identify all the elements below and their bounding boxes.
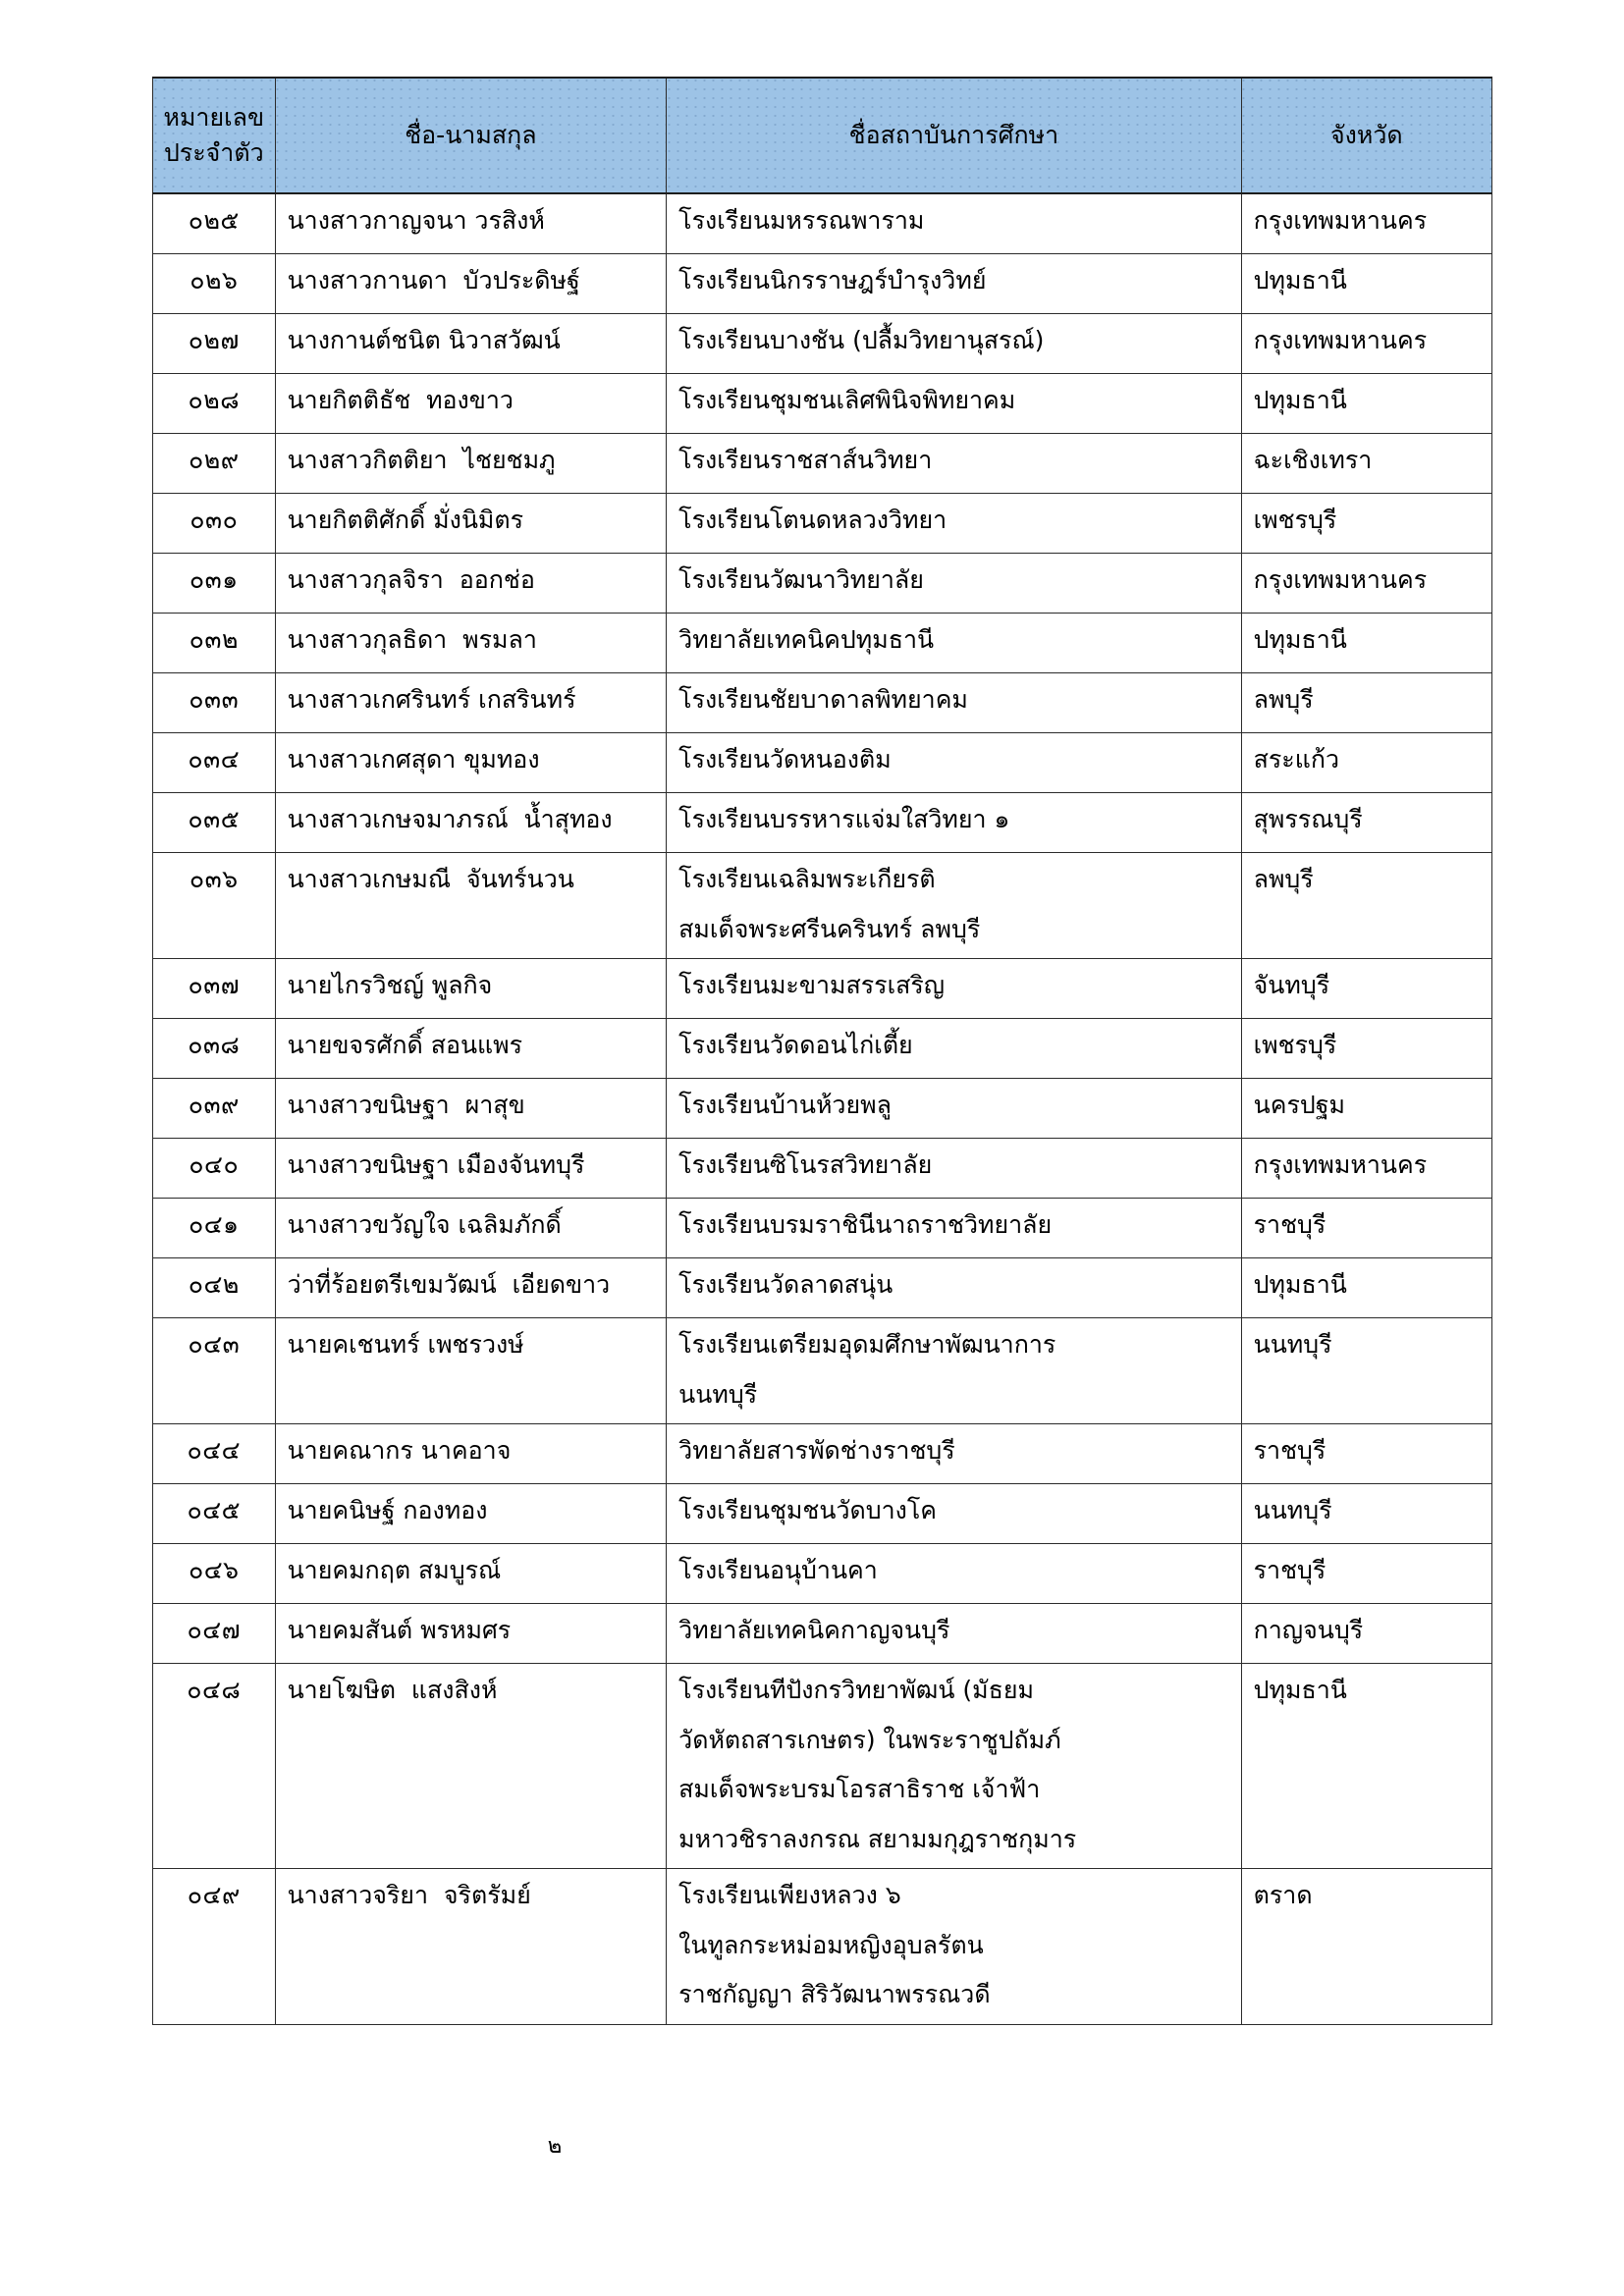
cell-id-line: ๐๓๗ — [188, 971, 241, 999]
cell-institution-line: โรงเรียนเพียงหลวง ๖ — [678, 1881, 901, 1909]
cell-id-line: ๐๔๗ — [187, 1616, 242, 1644]
cell-name — [275, 434, 667, 494]
table-row — [153, 554, 1492, 614]
cell-institution-line: โรงเรียนเฉลิมพระเกียรติ — [678, 865, 936, 893]
cell-name — [275, 1199, 667, 1258]
table-row — [153, 1869, 1492, 2025]
cell-institution-line: โรงเรียนทีปังกรวิทยาพัฒน์ (มัธยม — [678, 1676, 1034, 1704]
cell-institution — [667, 1318, 1241, 1424]
cell-institution — [667, 1079, 1241, 1139]
cell-province-line: เพชรบุรี — [1253, 1031, 1337, 1059]
cell-id-line: ๐๓๘ — [188, 1031, 241, 1059]
cell-name-line: นางสาวจริยา จริตรัมย์ — [287, 1881, 531, 1909]
cell-province-line: กรุงเทพมหานคร — [1253, 565, 1428, 594]
cell-name-line: นายคมสันต์ พรหมศร — [287, 1616, 512, 1644]
cell-province — [1241, 193, 1491, 254]
cell-province-line: ลพบุรี — [1253, 865, 1314, 893]
cell-id-line: ๐๓๕ — [188, 805, 241, 833]
cell-id — [153, 959, 276, 1019]
cell-province-line: กรุงเทพมหานคร — [1253, 1150, 1428, 1179]
cell-province-line: จันทบุรี — [1253, 971, 1330, 999]
cell-name-line: นางสาวกุลธิดา พรมลา — [287, 625, 537, 654]
cell-institution — [667, 1664, 1241, 1869]
cell-institution — [667, 1139, 1241, 1199]
cell-province — [1241, 1664, 1491, 1869]
cell-institution — [667, 1424, 1241, 1484]
header-row — [153, 78, 1492, 193]
cell-name-line: นางสาวขนิษฐา ผาสุข — [287, 1091, 525, 1119]
cell-institution-line: โรงเรียนบรมราชินีนาถราชวิทยาลัย — [678, 1210, 1053, 1239]
table-row — [153, 374, 1492, 434]
cell-institution — [667, 374, 1241, 434]
cell-name — [275, 1019, 667, 1079]
cell-id — [153, 733, 276, 793]
table-header — [153, 78, 1492, 193]
cell-institution — [667, 793, 1241, 853]
column-header-id-line1: หมายเลข — [163, 102, 265, 132]
cell-name — [275, 254, 667, 314]
cell-institution-line: โรงเรียนอนุบ้านคา — [678, 1556, 878, 1584]
table-row — [153, 254, 1492, 314]
cell-name-line: นายโฆษิต แสงสิงห์ — [287, 1676, 498, 1704]
cell-name — [275, 959, 667, 1019]
cell-id — [153, 1318, 276, 1424]
table-row — [153, 793, 1492, 853]
cell-province — [1241, 1139, 1491, 1199]
cell-id — [153, 1079, 276, 1139]
table-row — [153, 193, 1492, 254]
cell-province — [1241, 673, 1491, 733]
cell-id-line: ๐๔๒ — [188, 1270, 240, 1299]
cell-name-line: นางสาวกานดา บัวประดิษฐ์ — [287, 266, 580, 294]
cell-name-line: นางสาวเกษจมาภรณ์ น้ำสุทอง — [287, 805, 613, 833]
cell-name — [275, 1544, 667, 1604]
cell-institution-line: มหาวชิราลงกรณ สยามมกุฎราชกุมาร — [678, 1824, 1077, 1853]
cell-name-line: นางสาวเกษมณี จันทร์นวน — [287, 865, 574, 893]
cell-institution-line: สมเด็จพระศรีนครินทร์ ลพบุรี — [678, 914, 981, 943]
cell-name-line: นายคมกฤต สมบูรณ์ — [287, 1556, 502, 1584]
cell-province-line: เพชรบุรี — [1253, 506, 1337, 534]
cell-institution — [667, 1484, 1241, 1544]
cell-institution-line: โรงเรียนเตรียมอุดมศึกษาพัฒนาการ — [678, 1330, 1056, 1359]
cell-institution-line: วัดหัตถสารเกษตร) ในพระราชูปถัมภ์ — [678, 1725, 1061, 1754]
cell-name — [275, 1869, 667, 2025]
table-row — [153, 1604, 1492, 1664]
cell-id-line: ๐๒๙ — [189, 446, 240, 474]
cell-province-line: กรุงเทพมหานคร — [1253, 326, 1428, 354]
cell-province — [1241, 374, 1491, 434]
cell-institution-line: สมเด็จพระบรมโอรสาธิราช เจ้าฟ้า — [678, 1775, 1041, 1803]
cell-province-line: ปทุมธานี — [1253, 386, 1347, 414]
cell-id-line: ๐๔๕ — [187, 1496, 242, 1524]
roster-table — [152, 77, 1492, 2025]
table-row — [153, 733, 1492, 793]
cell-id-line: ๐๓๐ — [189, 506, 239, 534]
cell-id-line: ๐๓๓ — [189, 685, 240, 714]
cell-province-line: ตราด — [1253, 1881, 1313, 1909]
cell-province — [1241, 733, 1491, 793]
cell-institution — [667, 193, 1241, 254]
table-row — [153, 673, 1492, 733]
cell-name-line: นายไกรวิชญ์ พูลกิจ — [287, 971, 493, 999]
cell-id-line: ๐๓๖ — [189, 865, 239, 893]
cell-institution-line: โรงเรียนราชสาส์นวิทยา — [678, 446, 933, 474]
cell-province — [1241, 614, 1491, 673]
table-row — [153, 1139, 1492, 1199]
cell-id — [153, 1604, 276, 1664]
cell-institution-line: โรงเรียนชุมชนวัดบางโค — [678, 1496, 937, 1524]
cell-id-line: ๐๔๓ — [188, 1330, 241, 1359]
cell-province-line: ปทุมธานี — [1253, 1270, 1347, 1299]
cell-name — [275, 1258, 667, 1318]
cell-institution-line: โรงเรียนมะขามสรรเสริญ — [678, 971, 946, 999]
cell-name — [275, 554, 667, 614]
cell-name-line: นายคเชนทร์ เพชรวงษ์ — [287, 1330, 524, 1359]
cell-province — [1241, 1258, 1491, 1318]
column-header-institution: ชื่อสถาบันการศึกษา — [667, 78, 1241, 193]
cell-institution — [667, 614, 1241, 673]
cell-province-line: ราชบุรี — [1253, 1556, 1326, 1584]
cell-name — [275, 1318, 667, 1424]
cell-province — [1241, 554, 1491, 614]
cell-institution — [667, 673, 1241, 733]
cell-institution-line: โรงเรียนโตนดหลวงวิทยา — [678, 506, 947, 534]
cell-province-line: ราชบุรี — [1253, 1436, 1326, 1465]
cell-name-line: นายกิตติศักดิ์ มั่งนิมิตร — [287, 506, 524, 534]
table-row — [153, 1199, 1492, 1258]
cell-name — [275, 733, 667, 793]
table-row — [153, 959, 1492, 1019]
cell-institution — [667, 434, 1241, 494]
cell-id — [153, 1484, 276, 1544]
cell-province — [1241, 1604, 1491, 1664]
cell-institution — [667, 1604, 1241, 1664]
table-body — [153, 193, 1492, 2024]
cell-id-line: ๐๔๑ — [189, 1210, 240, 1239]
cell-province-line: กาญจนบุรี — [1253, 1616, 1364, 1644]
cell-institution — [667, 853, 1241, 959]
cell-province — [1241, 1079, 1491, 1139]
cell-id — [153, 193, 276, 254]
cell-institution — [667, 959, 1241, 1019]
cell-institution-line: นนทบุรี — [678, 1379, 758, 1409]
cell-name-line: นายกิตติธัช ทองขาว — [287, 386, 514, 414]
table-row — [153, 614, 1492, 673]
table-row — [153, 1484, 1492, 1544]
cell-id-line: ๐๔๖ — [189, 1556, 240, 1584]
cell-name-line: นายขจรศักดิ์ สอนแพร — [287, 1031, 523, 1059]
cell-id — [153, 554, 276, 614]
cell-name — [275, 1604, 667, 1664]
cell-name — [275, 614, 667, 673]
cell-name-line: นายคณากร นาคอาจ — [287, 1436, 512, 1465]
cell-id — [153, 1258, 276, 1318]
cell-province — [1241, 314, 1491, 374]
cell-name — [275, 1079, 667, 1139]
cell-institution-line: โรงเรียนวัดหนองติม — [678, 745, 892, 774]
cell-province — [1241, 793, 1491, 853]
cell-name — [275, 673, 667, 733]
cell-institution-line: โรงเรียนชุมชนเลิศพินิจพิทยาคม — [678, 386, 1016, 414]
cell-province-line: ลพบุรี — [1253, 685, 1314, 714]
cell-province — [1241, 1424, 1491, 1484]
cell-province-line: สุพรรณบุรี — [1253, 805, 1363, 833]
cell-id — [153, 1869, 276, 2025]
cell-name-line: นางสาวกุลจิรา ออกช่อ — [287, 565, 535, 594]
cell-institution — [667, 1544, 1241, 1604]
cell-name — [275, 1139, 667, 1199]
cell-institution-line: โรงเรียนบรรหารแจ่มใสวิทยา ๑ — [678, 805, 1010, 833]
cell-institution — [667, 1258, 1241, 1318]
cell-id — [153, 314, 276, 374]
cell-id — [153, 1424, 276, 1484]
cell-institution-line: โรงเรียนนิกรราษฎร์บำรุงวิทย์ — [678, 266, 987, 294]
cell-id-line: ๐๒๗ — [188, 326, 240, 354]
cell-province — [1241, 1019, 1491, 1079]
cell-institution — [667, 494, 1241, 554]
column-header-id — [153, 78, 276, 193]
cell-name-line: นางสาวขวัญใจ เฉลิมภักดิ์ — [287, 1210, 562, 1239]
table-row — [153, 1544, 1492, 1604]
cell-institution-line: โรงเรียนมหรรณพาราม — [678, 206, 925, 235]
column-header-name: ชื่อ-นามสกุล — [275, 78, 667, 193]
table-row — [153, 434, 1492, 494]
cell-id — [153, 374, 276, 434]
cell-institution-line: โรงเรียนวัดดอนไก่เตี้ย — [678, 1031, 913, 1059]
cell-id — [153, 614, 276, 673]
cell-id — [153, 673, 276, 733]
cell-institution — [667, 1019, 1241, 1079]
cell-province — [1241, 1318, 1491, 1424]
cell-id-line: ๐๓๙ — [188, 1091, 240, 1119]
cell-province-line: ปทุมธานี — [1253, 1676, 1347, 1704]
cell-id — [153, 1544, 276, 1604]
cell-institution-line: วิทยาลัยเทคนิคกาญจนบุรี — [678, 1616, 950, 1644]
cell-name-line: นางสาวเกศรินทร์ เกสรินทร์ — [287, 685, 576, 714]
cell-institution — [667, 1869, 1241, 2025]
cell-name-line: นางสาวขนิษฐา เมืองจันทบุรี — [287, 1150, 585, 1179]
cell-province — [1241, 959, 1491, 1019]
cell-name — [275, 1664, 667, 1869]
cell-province — [1241, 494, 1491, 554]
cell-id-line: ๐๒๘ — [188, 386, 241, 414]
table-row — [153, 1318, 1492, 1424]
cell-name-line: นางกานต์ชนิต นิวาสวัฒน์ — [287, 326, 561, 354]
cell-id-line: ๐๔๐ — [189, 1150, 240, 1179]
cell-id — [153, 1139, 276, 1199]
cell-institution-line: วิทยาลัยเทคนิคปทุมธานี — [678, 625, 935, 654]
cell-province-line: นนทบุรี — [1253, 1496, 1332, 1524]
table-row — [153, 1019, 1492, 1079]
cell-name — [275, 1424, 667, 1484]
cell-institution — [667, 1199, 1241, 1258]
cell-id — [153, 434, 276, 494]
cell-institution — [667, 554, 1241, 614]
cell-province-line: กรุงเทพมหานคร — [1253, 206, 1428, 235]
cell-id — [153, 1199, 276, 1258]
column-header-province: จังหวัด — [1241, 78, 1491, 193]
cell-institution-line: ในทูลกระหม่อมหญิงอุบลรัตน — [678, 1930, 984, 1959]
cell-id — [153, 1019, 276, 1079]
roster-table-container — [152, 77, 1492, 2025]
cell-province — [1241, 1484, 1491, 1544]
table-row — [153, 1079, 1492, 1139]
cell-name-line: นางสาวกาญจนา วรสิงห์ — [287, 206, 545, 235]
cell-id-line: ๐๔๔ — [187, 1436, 242, 1465]
cell-institution-line: วิทยาลัยสารพัดช่างราชบุรี — [678, 1436, 955, 1465]
cell-name — [275, 853, 667, 959]
cell-province-line: สระแก้ว — [1253, 745, 1340, 774]
cell-province-line: นนทบุรี — [1253, 1330, 1332, 1359]
cell-name — [275, 314, 667, 374]
page-number: ๒ — [547, 2134, 563, 2159]
cell-institution-line: โรงเรียนวัดลาดสนุ่น — [678, 1270, 893, 1299]
cell-province — [1241, 434, 1491, 494]
cell-id — [153, 494, 276, 554]
cell-province-line: ปทุมธานี — [1253, 625, 1347, 654]
cell-id — [153, 254, 276, 314]
cell-province-line: นครปฐม — [1253, 1091, 1346, 1119]
cell-id-line: ๐๒๖ — [189, 266, 239, 294]
cell-province — [1241, 1544, 1491, 1604]
cell-province-line: ราชบุรี — [1253, 1210, 1326, 1239]
cell-province — [1241, 254, 1491, 314]
cell-institution-line: โรงเรียนบางชัน (ปลื้มวิทยานุสรณ์) — [678, 326, 1045, 354]
cell-province — [1241, 1199, 1491, 1258]
cell-province — [1241, 853, 1491, 959]
cell-id — [153, 1664, 276, 1869]
cell-institution — [667, 733, 1241, 793]
table-row — [153, 853, 1492, 959]
cell-province — [1241, 1869, 1491, 2025]
cell-id-line: ๐๔๙ — [187, 1881, 241, 1909]
cell-name — [275, 193, 667, 254]
cell-institution-line: โรงเรียนชัยบาดาลพิทยาคม — [678, 685, 968, 714]
cell-name — [275, 793, 667, 853]
cell-institution — [667, 254, 1241, 314]
cell-name-line: นายคนิษฐ์ กองทอง — [287, 1496, 488, 1524]
cell-institution-line: โรงเรียนซิโนรสวิทยาลัย — [678, 1150, 933, 1179]
cell-name — [275, 494, 667, 554]
cell-name — [275, 374, 667, 434]
cell-name-line: นางสาวเกศสุดา ขุมทอง — [287, 745, 540, 774]
cell-id-line: ๐๓๒ — [189, 625, 239, 654]
table-row — [153, 1424, 1492, 1484]
cell-id-line: ๐๔๘ — [187, 1676, 242, 1704]
cell-id — [153, 853, 276, 959]
cell-province-line: ฉะเชิงเทรา — [1253, 446, 1373, 474]
column-header-id-line2: ประจำตัว — [163, 138, 264, 167]
cell-name — [275, 1484, 667, 1544]
cell-name-line: ว่าที่ร้อยตรีเขมวัฒน์ เอียดขาว — [287, 1270, 611, 1299]
cell-id — [153, 793, 276, 853]
table-row — [153, 494, 1492, 554]
cell-institution-line: ราชกัญญา สิริวัฒนาพรรณวดี — [678, 1980, 991, 2008]
cell-institution-line: โรงเรียนวัฒนาวิทยาลัย — [678, 565, 924, 594]
cell-id-line: ๐๒๕ — [188, 206, 240, 235]
table-row — [153, 1258, 1492, 1318]
cell-institution-line: โรงเรียนบ้านห้วยพลู — [678, 1091, 892, 1119]
cell-province-line: ปทุมธานี — [1253, 266, 1347, 294]
cell-name-line: นางสาวกิตติยา ไชยชมภู — [287, 446, 556, 474]
table-row — [153, 314, 1492, 374]
cell-id-line: ๐๓๔ — [188, 745, 241, 774]
cell-id-line: ๐๓๑ — [189, 565, 239, 594]
cell-institution — [667, 314, 1241, 374]
table-row — [153, 1664, 1492, 1869]
